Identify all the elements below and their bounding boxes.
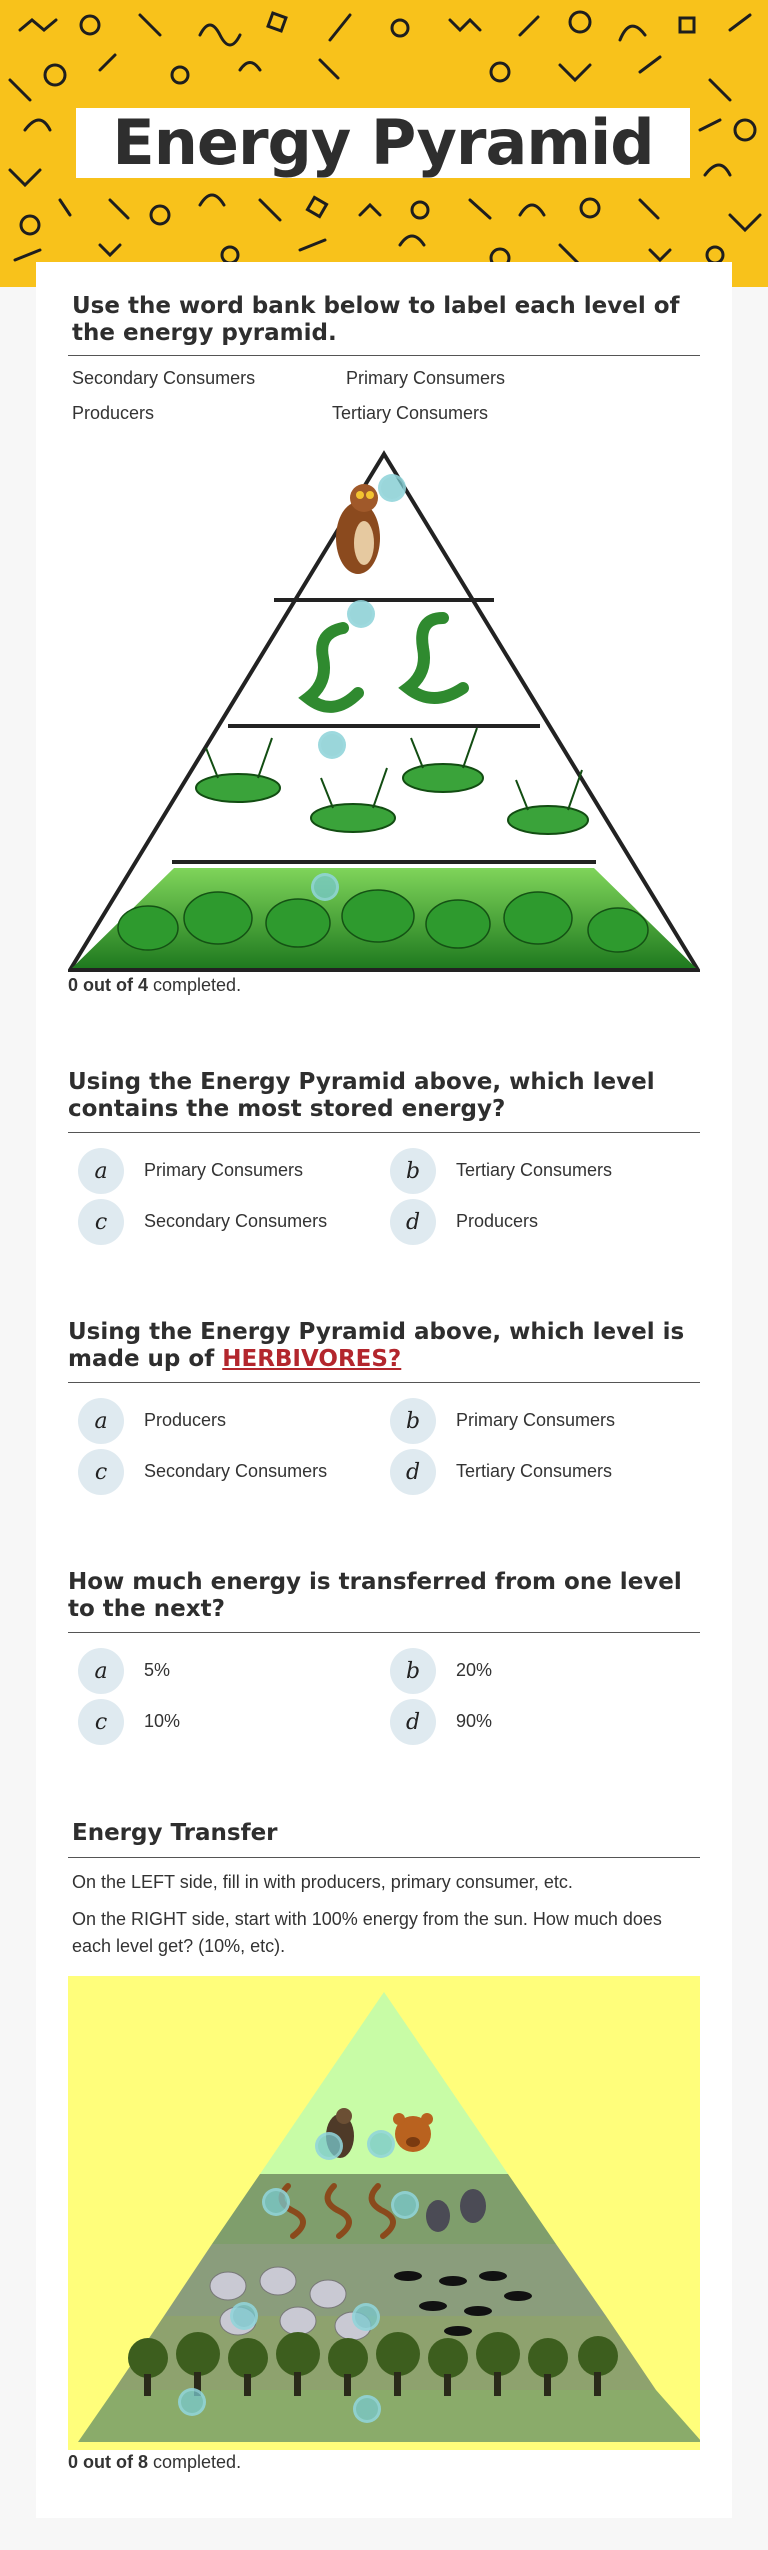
transfer-label-hotspot[interactable] — [353, 2395, 381, 2423]
transfer-label-hotspot[interactable] — [352, 2303, 380, 2331]
option-c-badge[interactable]: c — [78, 1449, 124, 1495]
word-bank-item: Primary Consumers — [346, 368, 506, 388]
instruction-right: On the RIGHT side, start with 100% energy from the sun. How much does each level get? (10%, etc). — [72, 1909, 662, 1956]
energy-transfer-diagram — [68, 1976, 700, 2450]
energy-transfer-title: Energy Transfer — [72, 1820, 278, 1846]
option-c-badge[interactable]: c — [78, 1199, 124, 1245]
option-d-badge[interactable]: d — [390, 1199, 436, 1245]
transfer-label-hotspot[interactable] — [178, 2388, 206, 2416]
transfer-label-hotspot[interactable] — [391, 2191, 419, 2219]
transfer-label-hotspot[interactable] — [315, 2132, 343, 2160]
question-title: Using the Energy Pyramid above, which level contains the most stored energy? — [68, 1069, 655, 1122]
option-b-badge[interactable]: b — [390, 1648, 436, 1694]
answer-option[interactable]: Primary Consumers — [144, 1160, 304, 1180]
herbivores-highlight: HERBIVORES? — [222, 1346, 402, 1372]
option-d-badge[interactable]: d — [390, 1449, 436, 1495]
option-d-badge[interactable]: d — [390, 1699, 436, 1745]
question-title: Using the Energy Pyramid above, which level is made up of HERBIVORES? — [68, 1319, 685, 1372]
answer-option[interactable]: 90% — [456, 1711, 493, 1731]
answer-option[interactable]: Secondary Consumers — [144, 1461, 328, 1481]
pyramid-label-hotspot[interactable] — [311, 873, 339, 901]
pyramid-instruction: Use the word bank below to label each level of the energy pyramid. — [72, 293, 680, 346]
divider — [68, 1382, 700, 1383]
title-box — [76, 108, 690, 178]
transfer-label-hotspot[interactable] — [262, 2188, 290, 2216]
word-bank-item: Producers — [72, 403, 155, 423]
progress-label: 0 out of 8 completed. — [68, 2452, 242, 2472]
progress-label: 0 out of 4 completed. — [68, 975, 242, 995]
energy-pyramid-diagram — [68, 448, 700, 978]
answer-option[interactable]: Producers — [456, 1211, 539, 1231]
page-title: Energy Pyramid — [112, 106, 654, 179]
answer-option[interactable]: Secondary Consumers — [144, 1211, 328, 1231]
word-bank-item: Tertiary Consumers — [332, 403, 489, 423]
answer-option[interactable]: 10% — [144, 1711, 181, 1731]
pyramid-label-hotspot[interactable] — [347, 600, 375, 628]
pyramid-label-hotspot[interactable] — [378, 474, 406, 502]
option-a-badge[interactable]: a — [78, 1398, 124, 1444]
answer-option[interactable]: 20% — [456, 1660, 493, 1680]
pyramid-label-hotspot[interactable] — [318, 731, 346, 759]
header-banner — [0, 0, 768, 287]
option-a-badge[interactable]: a — [78, 1148, 124, 1194]
answer-option[interactable]: Tertiary Consumers — [456, 1160, 613, 1180]
answer-option[interactable]: 5% — [144, 1660, 171, 1680]
transfer-label-hotspot[interactable] — [230, 2302, 258, 2330]
option-b-badge[interactable]: b — [390, 1398, 436, 1444]
option-a-badge[interactable]: a — [78, 1648, 124, 1694]
divider — [68, 1857, 700, 1858]
transfer-label-hotspot[interactable] — [367, 2130, 395, 2158]
divider — [68, 1632, 700, 1633]
word-bank-item: Secondary Consumers — [72, 368, 256, 388]
question-title: How much energy is transferred from one level to the next? — [68, 1569, 682, 1622]
divider — [68, 355, 700, 356]
owl-image — [336, 484, 380, 574]
instruction-left: On the LEFT side, fill in with producers, primary consumer, etc. — [72, 1872, 573, 1892]
answer-option[interactable]: Tertiary Consumers — [456, 1461, 613, 1481]
option-c-badge[interactable]: c — [78, 1699, 124, 1745]
option-b-badge[interactable]: b — [390, 1148, 436, 1194]
divider — [68, 1132, 700, 1133]
answer-option[interactable]: Producers — [144, 1410, 227, 1430]
answer-option[interactable]: Primary Consumers — [456, 1410, 616, 1430]
